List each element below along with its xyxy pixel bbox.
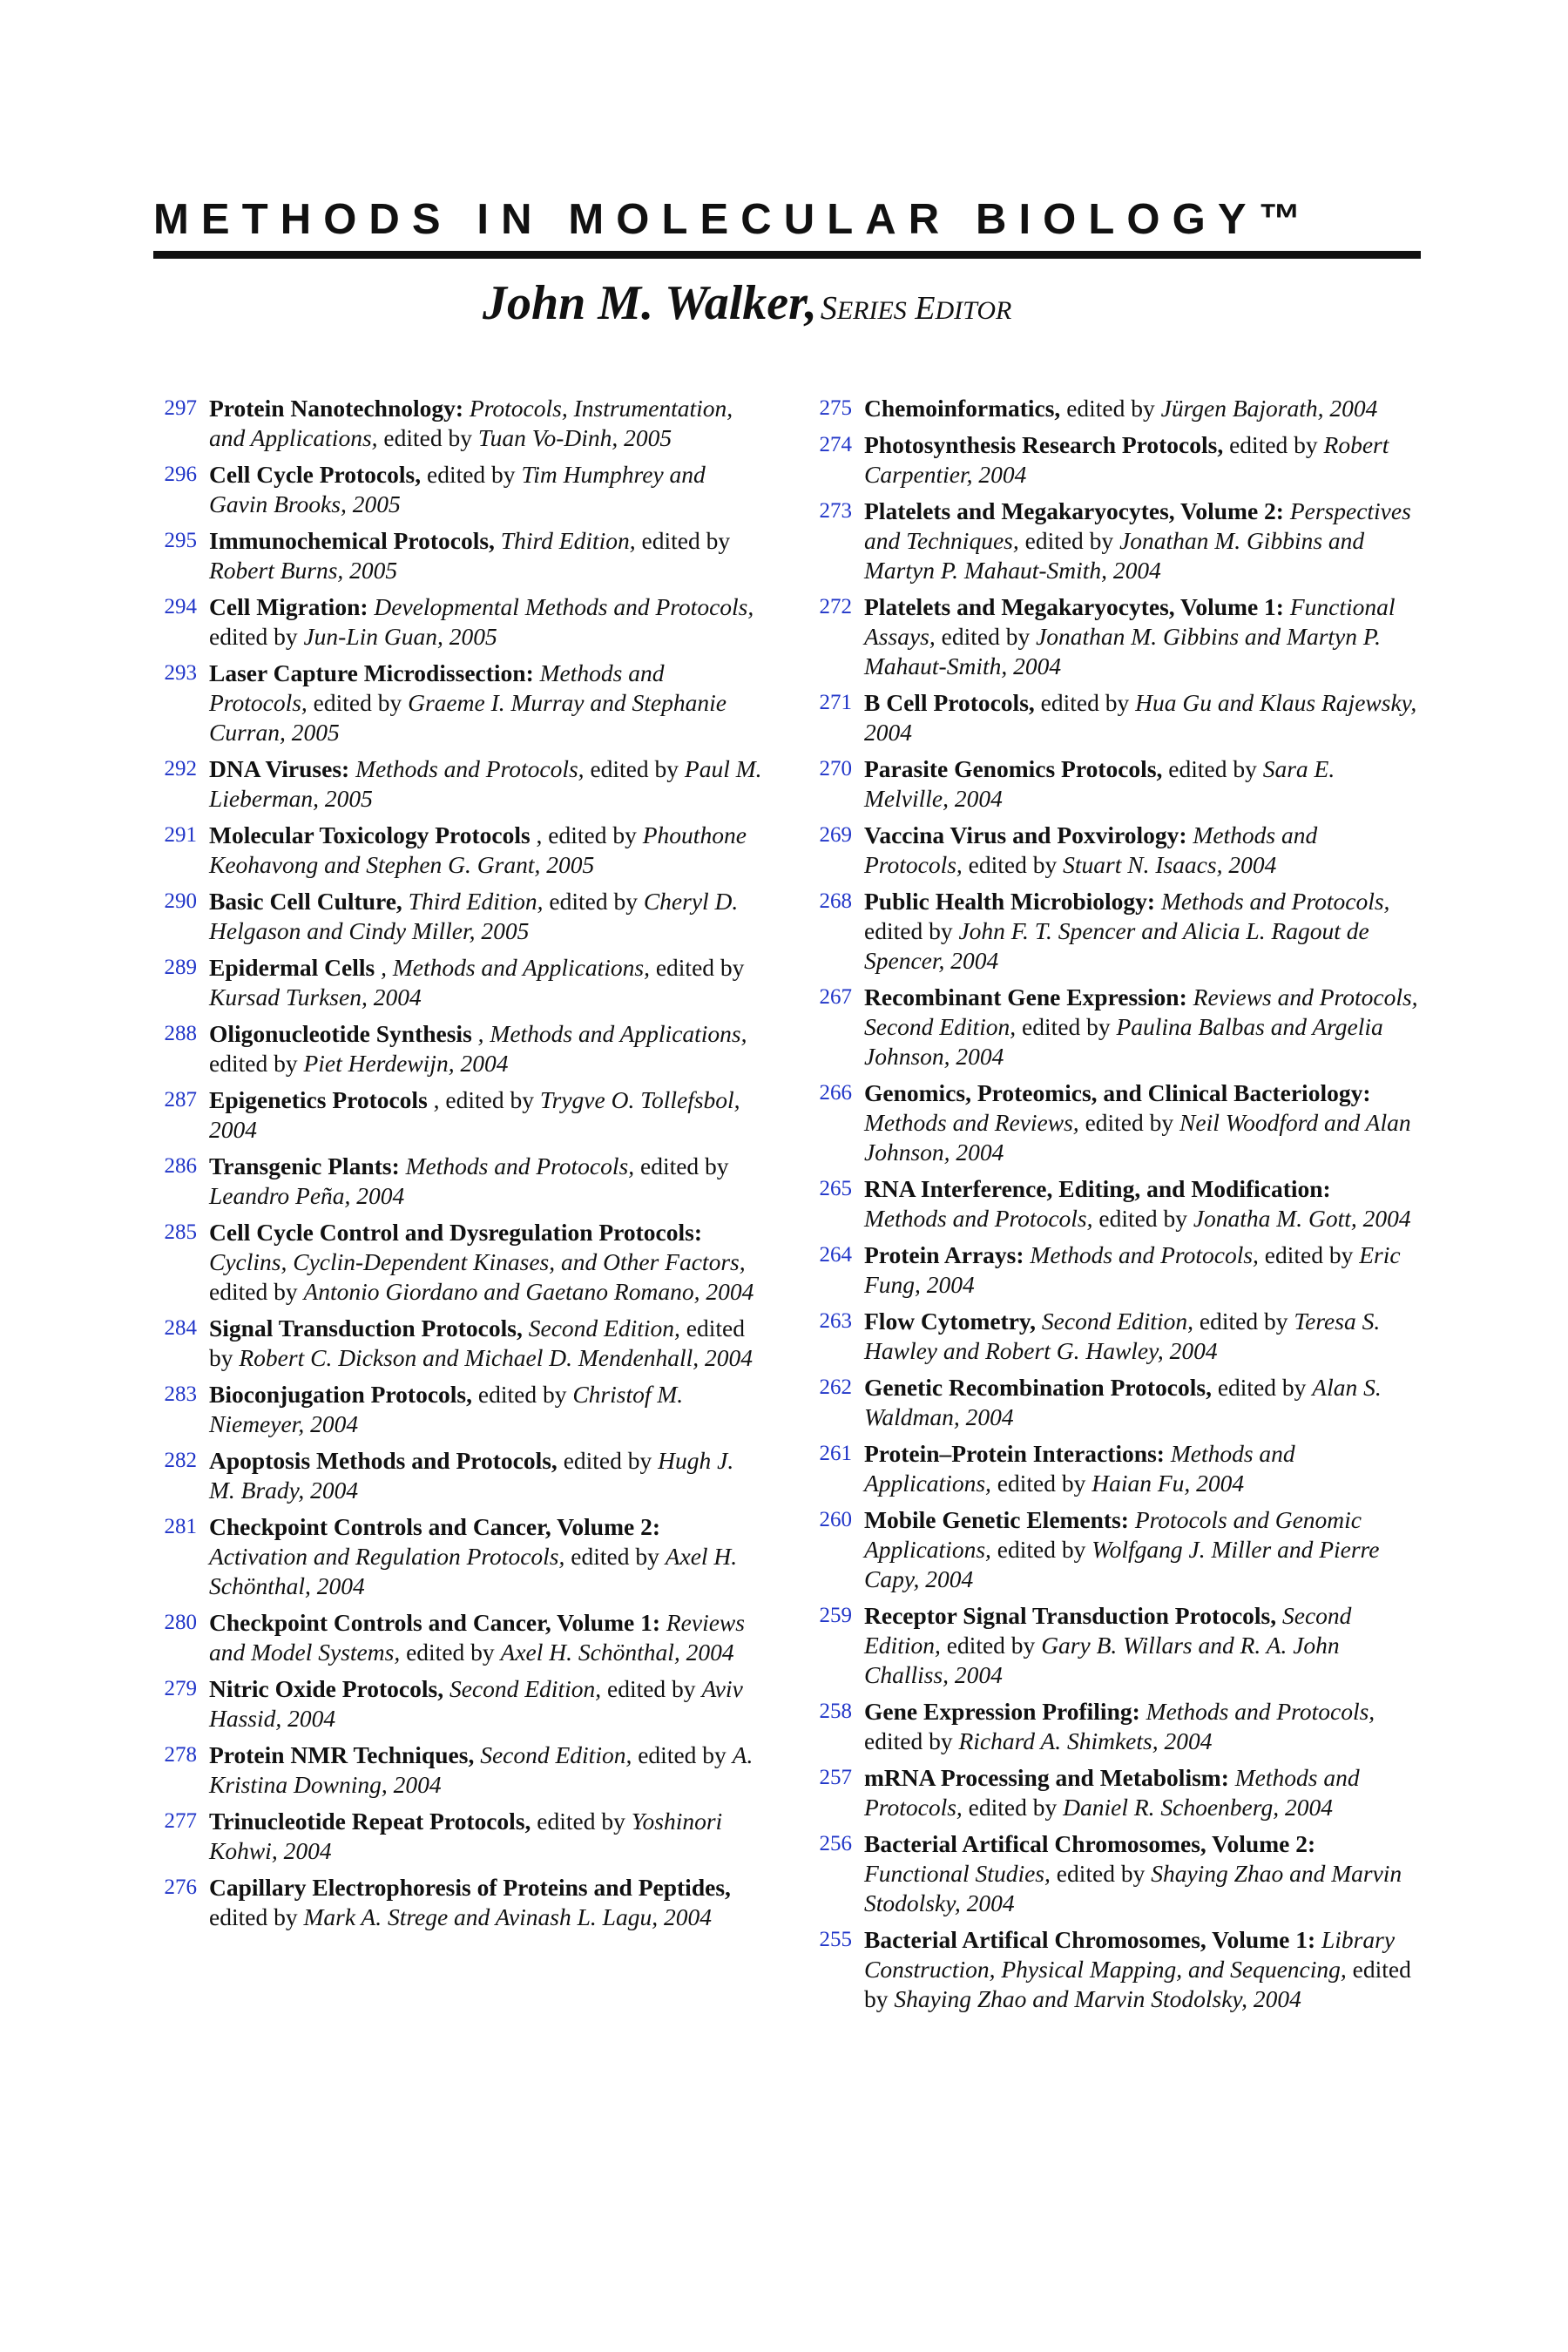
volume-editors: Robert Carpentier, 2004 — [864, 431, 1389, 488]
edited-by-label: edited by — [606, 1675, 696, 1702]
volume-title: Bacterial Artifical Chromosomes, Volume 2: — [864, 1830, 1316, 1857]
volume-number: 286 — [164, 1154, 197, 1178]
edited-by-label: , edited by — [433, 1086, 534, 1113]
volume-editors: Tim Humphrey and Gavin Brooks, 2005 — [209, 461, 706, 517]
volume-number: 267 — [819, 985, 852, 1009]
volume-editors: Hugh J. M. Brady, 2004 — [209, 1447, 734, 1504]
volume-entry — [808, 1174, 1418, 1233]
edited-by-label: edited by — [1056, 1860, 1146, 1887]
edited-by-label: edited by — [1085, 1109, 1174, 1136]
volume-subtitle: Third Edition, — [408, 888, 544, 915]
edited-by-label: edited by — [1217, 1374, 1307, 1401]
volume-editors: Teresa S. Hawley and Robert G. Hawley, 2004 — [864, 1308, 1381, 1364]
volume-subtitle: Second Edition, — [1041, 1308, 1194, 1335]
volume-subtitle: Methods and Protocols, — [1030, 1241, 1259, 1268]
edited-by-label: edited by — [209, 1050, 298, 1077]
volume-title: Cell Cycle Control and Dysregulation Protocols: — [209, 1219, 703, 1246]
volume-editors: Alan S. Waldman, 2004 — [864, 1374, 1382, 1430]
edited-by-label: edited by — [946, 1632, 1036, 1659]
volume-editors: Leandro Peña, 2004 — [209, 1182, 405, 1209]
volume-entry — [153, 953, 763, 1012]
volume-number: 270 — [819, 757, 852, 781]
volume-editors: Jürgen Bajorath, 2004 — [1160, 395, 1378, 422]
edited-by-label: edited by — [590, 755, 679, 782]
volume-editors: Gary B. Willars and R. A. John Challiss, 2004 — [864, 1632, 1340, 1688]
editor-role-ditor: DITOR — [935, 296, 1012, 325]
volume-entry — [153, 1314, 763, 1373]
volume-subtitle: Reviews and Model Systems, — [209, 1609, 745, 1666]
volume-number: 258 — [819, 1700, 852, 1723]
volume-editors: Jun-Lin Guan, 2005 — [303, 623, 497, 650]
volume-title: Immunochemical Protocols, — [209, 527, 495, 554]
volume-title: Parasite Genomics Protocols, — [864, 755, 1163, 782]
volume-title: Signal Transduction Protocols, — [209, 1315, 523, 1342]
edited-by-label: edited by — [209, 1903, 298, 1930]
edited-by-label: edited by — [1168, 755, 1257, 782]
edited-by-label: edited by — [1040, 689, 1130, 716]
volume-editors: Shaying Zhao and Marvin Stodolsky, 2004 — [864, 1860, 1402, 1916]
volume-editors: Tuan Vo-Dinh, 2005 — [477, 424, 672, 451]
volume-entry — [808, 1925, 1418, 2014]
volume-number: 284 — [164, 1316, 197, 1340]
volume-editors: Shaying Zhao and Marvin Stodolsky, 2004 — [894, 1985, 1301, 2012]
volume-entry — [153, 526, 763, 585]
volume-entry — [808, 983, 1418, 1071]
volume-subtitle: Functional Assays, — [864, 593, 1396, 650]
volume-entry — [153, 394, 763, 453]
volume-entry — [153, 887, 763, 946]
volume-editors: Jonathan M. Gibbins and Martyn P. Mahaut-Smith, 2004 — [864, 527, 1365, 584]
volume-number: 289 — [164, 956, 197, 979]
volume-number: 277 — [164, 1809, 197, 1833]
volume-number: 262 — [819, 1375, 852, 1399]
editor-name: John M. Walker, — [483, 276, 817, 330]
edited-by-label: edited by — [477, 1381, 567, 1408]
volume-editors: Cheryl D. Helgason and Cindy Miller, 2005 — [209, 888, 739, 944]
volume-subtitle: Methods and Protocols, — [864, 1205, 1093, 1232]
volume-title: Protein–Protein Interactions: — [864, 1440, 1165, 1467]
volume-number: 283 — [164, 1382, 197, 1406]
volume-title: Protein Arrays: — [864, 1241, 1024, 1268]
volume-subtitle: Activation and Regulation Protocols, — [209, 1543, 565, 1570]
volume-number: 297 — [164, 396, 197, 420]
title-rule — [153, 251, 1421, 259]
volume-number: 257 — [819, 1766, 852, 1789]
volume-editors: Hua Gu and Klaus Rajewsky, 2004 — [864, 689, 1417, 746]
editor-role-s: S — [820, 290, 837, 327]
volume-number: 268 — [819, 889, 852, 913]
editor-role-eries: ERIES — [836, 296, 907, 325]
volume-number: 280 — [164, 1611, 197, 1634]
volume-subtitle: Methods and Applications, — [864, 1440, 1295, 1497]
volume-title: Nitric Oxide Protocols, — [209, 1675, 444, 1702]
volume-number: 294 — [164, 595, 197, 618]
volume-subtitle: Second Edition, — [480, 1741, 632, 1768]
volume-editors: Robert Burns, 2005 — [209, 557, 398, 584]
volume-entry — [153, 821, 763, 880]
volume-title: Protein Nanotechnology: — [209, 395, 464, 422]
volume-subtitle: Methods and Protocols, — [405, 1152, 635, 1179]
volume-editors: Kursad Turksen, 2004 — [209, 983, 422, 1010]
volume-entry — [153, 1674, 763, 1734]
volume-title: Genetic Recombination Protocols, — [864, 1374, 1212, 1401]
volume-title: Basic Cell Culture, — [209, 888, 402, 915]
volume-editors: Antonio Giordano and Gaetano Romano, 2004 — [303, 1278, 754, 1305]
volume-number: 255 — [819, 1928, 852, 1951]
volume-editors: Graeme I. Murray and Stephanie Curran, 2005 — [209, 689, 727, 746]
volume-entry — [808, 1373, 1418, 1432]
volume-number: 276 — [164, 1876, 197, 1899]
volume-subtitle: Reviews and Protocols, Second Edition, — [864, 983, 1418, 1040]
volume-title: Recombinant Gene Expression: — [864, 983, 1187, 1010]
volume-subtitle: Functional Studies, — [864, 1860, 1051, 1887]
volume-entry — [808, 1601, 1418, 1690]
volume-entry — [808, 821, 1418, 880]
volume-title: Cell Cycle Protocols, — [209, 461, 422, 488]
volume-editors: Piet Herdewijn, 2004 — [303, 1050, 509, 1077]
volume-editors: Mark A. Strege and Avinash L. Lagu, 2004 — [303, 1903, 712, 1930]
edited-by-label: edited by — [537, 1808, 625, 1835]
volume-title: Trinucleotide Repeat Protocols, — [209, 1808, 531, 1835]
volume-entry — [153, 1218, 763, 1307]
volume-editors: Paul M. Lieberman, 2005 — [209, 755, 762, 812]
volume-title: Genomics, Proteomics, and Clinical Bacteriology: — [864, 1079, 1371, 1106]
volume-number: 271 — [819, 691, 852, 714]
volume-number: 275 — [819, 396, 852, 420]
volume-entry — [808, 1240, 1418, 1300]
volume-title: mRNA Processing and Metabolism: — [864, 1764, 1229, 1791]
volume-subtitle: Methods and Protocols, — [864, 1764, 1360, 1821]
volume-entry — [153, 1446, 763, 1505]
edited-by-label: edited by — [968, 851, 1058, 878]
volume-title: Checkpoint Controls and Cancer, Volume 2: — [209, 1513, 660, 1540]
volume-entry — [153, 754, 763, 814]
volume-title: Mobile Genetic Elements: — [864, 1506, 1129, 1533]
volume-number: 282 — [164, 1449, 197, 1472]
volume-entry — [153, 659, 763, 747]
volume-title: Laser Capture Microdissection: — [209, 659, 534, 686]
edited-by-label: edited by — [426, 461, 516, 488]
edited-by-label: edited by — [571, 1543, 659, 1570]
volume-editors: Jonathan M. Gibbins and Martyn P. Mahaut-Smith, 2004 — [864, 623, 1382, 679]
edited-by-label: edited by — [968, 1794, 1058, 1821]
edited-by-label: edited by — [997, 1470, 1086, 1497]
volume-subtitle: Third Edition, — [500, 527, 636, 554]
volume-number: 287 — [164, 1088, 197, 1112]
volume-entry — [153, 1019, 763, 1078]
volume-number: 272 — [819, 595, 852, 618]
volume-number: 293 — [164, 661, 197, 685]
volume-subtitle: , Methods and Applications, — [477, 1020, 747, 1047]
volume-entry — [153, 1152, 763, 1211]
volume-entry — [808, 1439, 1418, 1498]
right-column — [808, 394, 1418, 2021]
volume-number: 291 — [164, 823, 197, 847]
series-editor-line — [483, 276, 1354, 330]
volume-editors: Richard A. Shimkets, 2004 — [958, 1727, 1213, 1754]
volume-subtitle: Second Edition, — [449, 1675, 602, 1702]
volume-entry — [153, 1608, 763, 1667]
editor-role — [821, 290, 1011, 327]
edited-by-label: edited by — [1024, 527, 1114, 554]
edited-by-label: edited by — [209, 1278, 298, 1305]
volume-subtitle: Protocols and Genomic Applications, — [864, 1506, 1362, 1563]
volume-number: 259 — [819, 1604, 852, 1627]
left-column — [153, 394, 763, 1939]
edited-by-label: edited by — [1098, 1205, 1187, 1232]
edited-by-label: edited by — [864, 1956, 1411, 2012]
edited-by-label: edited by — [1199, 1308, 1288, 1335]
volume-title: Epidermal Cells — [209, 954, 375, 981]
edited-by-label: edited by — [209, 1315, 745, 1371]
volume-subtitle: Library Construction, Physical Mapping, and Sequencing, — [864, 1926, 1396, 1983]
volume-title: Platelets and Megakaryocytes, Volume 1: — [864, 593, 1284, 620]
volume-editors: Christof M. Niemeyer, 2004 — [209, 1381, 684, 1437]
volume-title: Receptor Signal Transduction Protocols, — [864, 1602, 1277, 1629]
volume-title: Bioconjugation Protocols, — [209, 1381, 472, 1408]
edited-by-label: edited by — [997, 1536, 1086, 1563]
volume-title: Public Health Microbiology: — [864, 888, 1156, 915]
volume-editors: Daniel R. Schoenberg, 2004 — [1063, 1794, 1333, 1821]
edited-by-label: edited by — [864, 917, 953, 944]
volume-subtitle: Methods and Protocols, — [1160, 888, 1390, 915]
volume-editors: Paulina Balbas and Argelia Johnson, 2004 — [864, 1013, 1383, 1070]
volume-number: 296 — [164, 463, 197, 486]
volume-subtitle: , Methods and Applications, — [381, 954, 650, 981]
edited-by-label: edited by — [563, 1447, 652, 1474]
volume-number: 273 — [819, 499, 852, 523]
volume-entry — [808, 688, 1418, 747]
volume-editors: A. Kristina Downing, 2004 — [209, 1741, 754, 1798]
volume-entry — [153, 1512, 763, 1601]
series-title: METHODS IN MOLECULAR BIOLOGY™ — [153, 196, 1314, 243]
volume-number: 292 — [164, 757, 197, 781]
edited-by-label: edited by — [313, 689, 402, 716]
edited-by-label: edited by — [864, 1727, 953, 1754]
volume-number: 260 — [819, 1508, 852, 1531]
volume-number: 266 — [819, 1081, 852, 1105]
volume-number: 295 — [164, 529, 197, 552]
volume-editors: Sara E. Melville, 2004 — [864, 755, 1335, 812]
volume-editors: Aviv Hassid, 2004 — [209, 1675, 743, 1732]
volume-title: Platelets and Megakaryocytes, Volume 2: — [864, 497, 1284, 524]
volume-entry — [153, 460, 763, 519]
volume-title: Protein NMR Techniques, — [209, 1741, 475, 1768]
volume-number: 263 — [819, 1309, 852, 1333]
volume-entry — [808, 394, 1418, 423]
edited-by-label: edited by — [549, 888, 638, 915]
editor-role-e: E — [915, 290, 936, 327]
edited-by-label: edited by — [655, 954, 745, 981]
volume-number: 288 — [164, 1022, 197, 1045]
edited-by-label: , edited by — [536, 821, 637, 848]
volume-number: 278 — [164, 1743, 197, 1767]
volume-editors: Robert C. Dickson and Michael D. Mendenhall, 2004 — [239, 1344, 753, 1371]
edited-by-label: edited by — [1264, 1241, 1354, 1268]
volume-subtitle: Developmental Methods and Protocols, — [374, 593, 754, 620]
volume-editors: Haian Fu, 2004 — [1092, 1470, 1245, 1497]
volume-subtitle: Methods and Protocols, — [355, 755, 585, 782]
volume-entry — [808, 887, 1418, 976]
volume-entry — [153, 592, 763, 652]
volume-title: Vaccina Virus and Poxvirology: — [864, 821, 1187, 848]
volume-editors: Eric Fung, 2004 — [864, 1241, 1401, 1298]
volume-title: Bacterial Artifical Chromosomes, Volume 1: — [864, 1926, 1316, 1953]
volume-entry — [808, 754, 1418, 814]
volume-editors: Wolfgang J. Miller and Pierre Capy, 2004 — [864, 1536, 1380, 1592]
volume-entry — [153, 1873, 763, 1932]
edited-by-label: edited by — [1066, 395, 1155, 422]
volume-entry — [808, 1697, 1418, 1756]
edited-by-label: edited by — [641, 527, 731, 554]
volume-entry — [808, 1829, 1418, 1918]
volume-editors: Trygve O. Tollefsbol, 2004 — [209, 1086, 740, 1143]
volume-title: B Cell Protocols, — [864, 689, 1035, 716]
volume-editors: Phouthone Keohavong and Stephen G. Grant, 2005 — [209, 821, 747, 878]
volume-number: 281 — [164, 1515, 197, 1538]
volume-editors: Axel H. Schönthal, 2004 — [500, 1639, 734, 1666]
volume-title: Chemoinformatics, — [864, 395, 1061, 422]
edited-by-label: edited by — [639, 1152, 729, 1179]
volume-entry — [808, 430, 1418, 490]
edited-by-label: edited by — [209, 623, 298, 650]
volume-editors: Jonatha M. Gott, 2004 — [1193, 1205, 1411, 1232]
edited-by-label: edited by — [406, 1639, 495, 1666]
volume-subtitle: Cyclins, Cyclin-Dependent Kinases, and Other Factors, — [209, 1248, 746, 1275]
volume-entry — [808, 592, 1418, 681]
volume-title: Photosynthesis Research Protocols, — [864, 431, 1224, 458]
volume-title: Molecular Toxicology Protocols — [209, 821, 531, 848]
edited-by-label: edited by — [1229, 431, 1318, 458]
volume-title: Capillary Electrophoresis of Proteins and Peptides, — [209, 1874, 731, 1901]
volume-entry — [808, 1505, 1418, 1594]
volume-title: RNA Interference, Editing, and Modification: — [864, 1175, 1331, 1202]
volume-number: 290 — [164, 889, 197, 913]
volume-title: Epigenetics Protocols — [209, 1086, 428, 1113]
volume-number: 265 — [819, 1177, 852, 1200]
volume-subtitle: Methods and Protocols, — [1146, 1698, 1375, 1725]
volume-subtitle: Second Edition, — [528, 1315, 680, 1342]
volume-entry — [808, 1307, 1418, 1366]
volume-number: 269 — [819, 823, 852, 847]
volume-title: Apoptosis Methods and Protocols, — [209, 1447, 558, 1474]
volume-subtitle: Methods and Reviews, — [864, 1109, 1079, 1136]
edited-by-label: edited by — [383, 424, 472, 451]
volume-entry — [808, 1078, 1418, 1167]
volume-entry — [808, 1763, 1418, 1822]
volume-subtitle: Perspectives and Techniques, — [864, 497, 1411, 554]
volume-subtitle: Protocols, Instrumentation, and Applications, — [209, 395, 733, 451]
volume-subtitle: Methods and Protocols, — [864, 821, 1318, 878]
volume-entry — [153, 1085, 763, 1145]
volume-entry — [153, 1380, 763, 1439]
volume-subtitle: Methods and Protocols, — [209, 659, 665, 716]
volume-entry — [808, 497, 1418, 585]
edited-by-label: edited by — [638, 1741, 727, 1768]
volume-number: 274 — [819, 433, 852, 456]
volume-title: Transgenic Plants: — [209, 1152, 400, 1179]
edited-by-label: edited by — [941, 623, 1031, 650]
volume-title: Oligonucleotide Synthesis — [209, 1020, 472, 1047]
volume-title: Flow Cytometry, — [864, 1308, 1037, 1335]
volume-title: Cell Migration: — [209, 593, 368, 620]
volume-number: 264 — [819, 1243, 852, 1267]
volume-number: 285 — [164, 1220, 197, 1244]
volume-editors: John F. T. Spencer and Alicia L. Ragout de Spencer, 2004 — [864, 917, 1369, 974]
edited-by-label: edited by — [1022, 1013, 1111, 1040]
volume-title: Gene Expression Profiling: — [864, 1698, 1140, 1725]
volume-editors: Axel H. Schönthal, 2004 — [209, 1543, 738, 1599]
volume-number: 261 — [819, 1442, 852, 1465]
volume-number: 279 — [164, 1677, 197, 1700]
volume-entry — [153, 1807, 763, 1866]
volume-number: 256 — [819, 1832, 852, 1855]
volume-editors: Stuart N. Isaacs, 2004 — [1063, 851, 1277, 878]
volume-subtitle: Second Edition, — [864, 1602, 1352, 1659]
volume-editors: Yoshinori Kohwi, 2004 — [209, 1808, 723, 1864]
volume-title: Checkpoint Controls and Cancer, Volume 1: — [209, 1609, 660, 1636]
volume-editors: Neil Woodford and Alan Johnson, 2004 — [864, 1109, 1411, 1166]
volume-title: DNA Viruses: — [209, 755, 350, 782]
volume-entry — [153, 1740, 763, 1800]
